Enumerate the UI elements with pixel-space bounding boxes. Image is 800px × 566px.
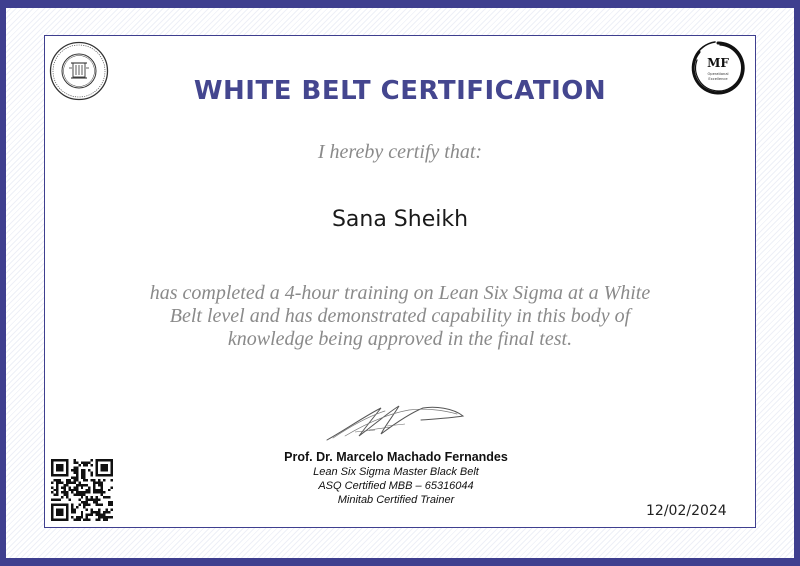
logo-line-2: Excellence [708, 77, 728, 81]
recipient-name: Sana Sheikh [331, 207, 469, 232]
qr-code-icon[interactable] [51, 459, 113, 521]
signer-role-2: ASQ Certified MBB – 65316044 [318, 480, 474, 492]
signer-name: Prof. Dr. Marcelo Machado Fernandes [284, 450, 508, 464]
logo-initials: MF [707, 56, 729, 70]
certificate-date: 12/02/2024 [646, 503, 727, 519]
logo-line-1: Operational [707, 72, 729, 76]
certificate-statement: has completed a 4-hour training on Lean Six Sigma at a White Belt level and has demonstrated capability in this body of knowledge being approved in the final test. [149, 282, 651, 350]
certificate-title: WHITE BELT CERTIFICATION [193, 76, 607, 106]
signer-role-1: Lean Six Sigma Master Black Belt [313, 466, 479, 478]
signature-icon [325, 402, 470, 442]
signer-block [0, 450, 792, 507]
certify-line: I hereby certify that: [317, 141, 483, 163]
signer-role-3: Minitab Certified Trainer [337, 494, 455, 506]
